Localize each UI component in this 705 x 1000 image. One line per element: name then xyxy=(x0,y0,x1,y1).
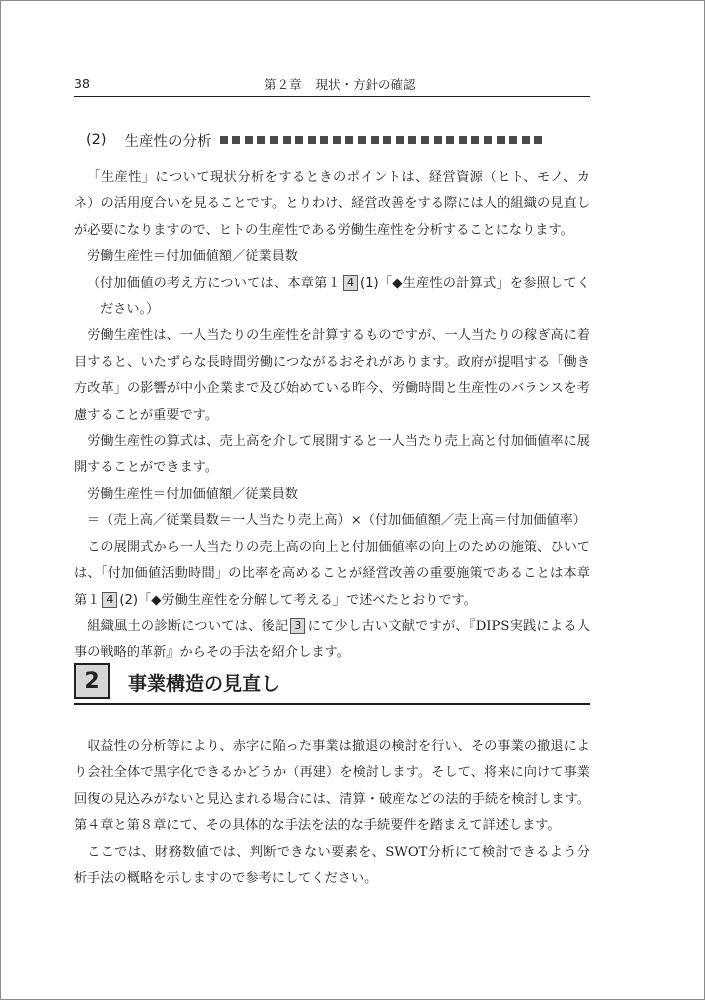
paragraph-text: (2)「◆労働生産性を分解して考える」で述べたとおりです。 xyxy=(119,592,477,608)
chapter-heading xyxy=(264,75,416,93)
formula: 労働生産性＝付加価値額／従業員数 xyxy=(87,486,298,502)
paragraph xyxy=(74,535,590,614)
paragraph: ここでは、財務数値では、判断できない要素を、SWOT分析にて検討できるよう分析手法の概略を示しますので参考にしてください。 xyxy=(74,844,590,887)
note-text: (1)「◆生産性の計算式」を参照してください。） xyxy=(100,275,590,318)
section-number-box: 2 xyxy=(74,663,110,699)
note-paragraph: （ 付加価値の考え方については、本章第１ 4 (1)「◆生産性の計算式」を参照してください。） xyxy=(87,275,590,318)
reference-box: 3 xyxy=(290,618,305,634)
subsection-title: 生産性の分析 xyxy=(124,133,212,150)
subsection-heading xyxy=(86,128,590,152)
paragraph: 収益性の分析等により、赤字に陥った事業は撤退の検討を行い、その事業の撤退により会社全体で黒字化できるかどうか（再建）を検討します。そして、将来に向けて事業回復の見込みがないと見込まれる場合には、清算・破産などの法的手続を検討します。第４章と第８章にて、その具体的な手法を法的な手続要件を踏まえて詳述します。 xyxy=(74,739,590,834)
paragraph: 「生産性」について現状分析をするときのポイントは、経営資源（ヒト、モノ、カネ）の活用度合いを見ることです。とりわけ、経営改善をする際には人的組織の見直しが必要になりますので、ヒトの生産性である労働生産性を分析することになります。 xyxy=(74,170,590,238)
reference-box: 4 xyxy=(343,275,358,291)
paragraph: 労働生産性の算式は、売上高を介して展開すると一人当たり売上高と付加価値率に展開することができます。 xyxy=(74,434,590,476)
formula: ＝（売上高／従業員数＝一人当たり売上高）×（付加価値額／売上高＝付加価値率） xyxy=(87,513,586,529)
paragraph-text: 組織風土の診断については、後記 xyxy=(87,618,289,634)
paragraph xyxy=(74,614,590,667)
section-title: 事業構造の見直し xyxy=(128,672,281,695)
section1-body xyxy=(74,165,590,667)
paragraph-text: この展開式から一人当たりの売上高の向上と付加価値率の向上のための施策、ひいては、「付加価値活動時間」の比率を高めることが経営改善の重要施策であることは本章第１ xyxy=(74,539,590,608)
section-heading xyxy=(74,661,590,705)
chapter-title: 現状・方針の確認 xyxy=(315,77,416,92)
paragraph: 労働生産性は、一人当たりの生産性を計算するものですが、一人当たりの稼ぎ高に着目すると、いたずらな長時間労働につながるおそれがあります。政府が提唱する「働き方改革」の影響が中小企業まで及び始めている昨今、労働時間と生産性のバランスを考慮することが重要です。 xyxy=(74,328,590,423)
note-text: 付加価値の考え方については、本章第１ xyxy=(100,275,341,291)
formula: 労働生産性＝付加価値額／従業員数 xyxy=(87,249,298,265)
page-number: 38 xyxy=(74,76,90,91)
running-head xyxy=(74,72,590,97)
subsection-number: (2) xyxy=(86,132,107,148)
chapter-number: 第２章 xyxy=(264,77,302,92)
decorative-square-rule xyxy=(220,136,543,144)
paragraph-text: にて少し古い文献ですが、『DIPS実践による人事の戦略的革新』からその手法を紹介します。 xyxy=(74,618,590,661)
section2-body xyxy=(74,734,590,892)
reference-box: 4 xyxy=(102,592,117,608)
